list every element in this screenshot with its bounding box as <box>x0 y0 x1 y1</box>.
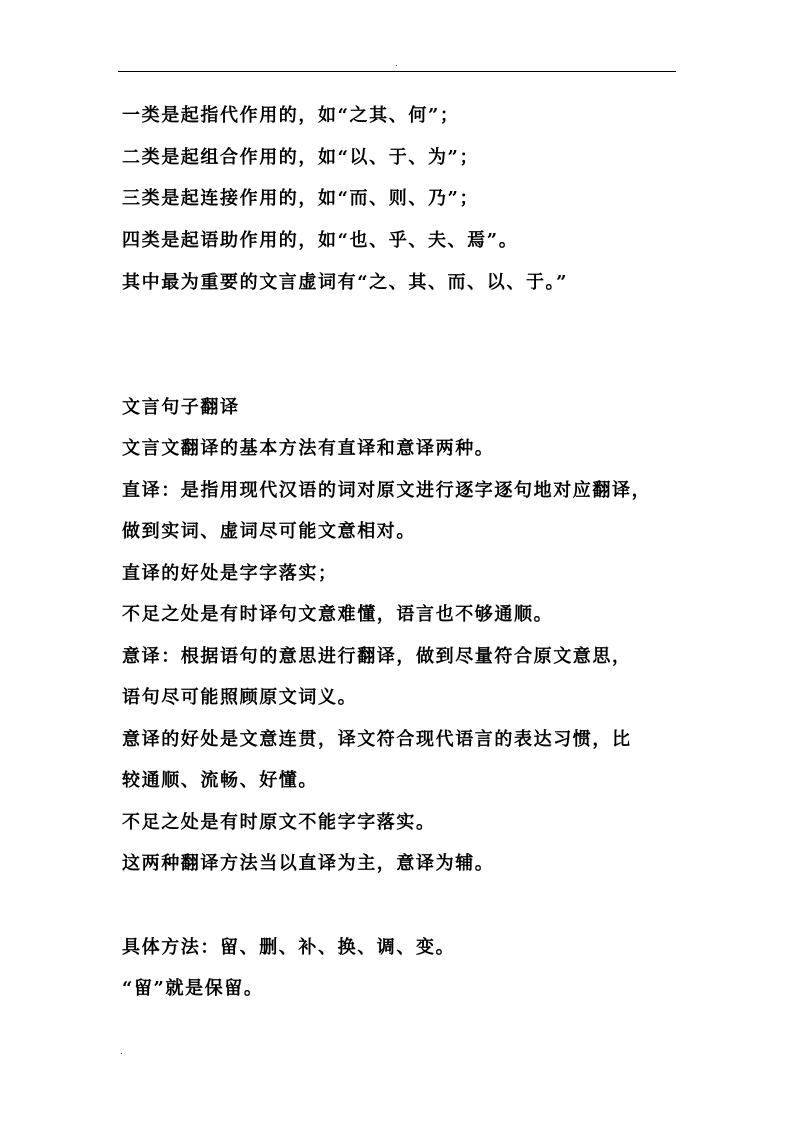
text-line: 二类是起组合作用的，如“以、于、为”； <box>122 147 480 168</box>
text-line: 不足之处是有时译句文意难懂，语言也不够通顺。 <box>122 604 554 625</box>
text-line: 意译：根据语句的意思进行翻译，做到尽量符合原文意思， <box>122 646 632 667</box>
text-line: 一类是起指代作用的，如“之其、何”； <box>122 105 460 126</box>
text-line: 较通顺、流畅、好懂。 <box>122 770 318 791</box>
text-line: 直译的好处是字字落实； <box>122 563 338 584</box>
text-line: 直译：是指用现代汉语的词对原文进行逐字逐句地对应翻译， <box>122 480 652 501</box>
text-line: 具体方法：留、删、补、换、调、变。 <box>122 937 456 958</box>
text-line: 三类是起连接作用的，如“而、则、乃”； <box>122 188 480 209</box>
text-line: 文言文翻译的基本方法有直译和意译两种。 <box>122 438 495 459</box>
text-line: “留”就是保留。 <box>122 978 264 999</box>
text-line: 做到实词、虚词尽可能文意相对。 <box>122 521 416 542</box>
text-line: 不足之处是有时原文不能字字落实。 <box>122 812 436 833</box>
text-line: 语句尽可能照顾原文词义。 <box>122 687 358 708</box>
text-line: 意译的好处是文意连贯，译文符合现代语言的表达习惯，比 <box>122 729 632 750</box>
text-line: 其中最为重要的文言虚词有“之、其、而、以、于。” <box>122 272 569 293</box>
text-line: 这两种翻译方法当以直译为主，意译为辅。 <box>122 853 495 874</box>
footer-dot: . <box>120 1047 123 1056</box>
header-dot: . <box>395 59 398 68</box>
header-rule <box>118 71 676 72</box>
section-heading: 文言句子翻译 <box>122 397 240 418</box>
text-line: 四类是起语助作用的，如“也、乎、夫、焉”。 <box>122 230 519 251</box>
